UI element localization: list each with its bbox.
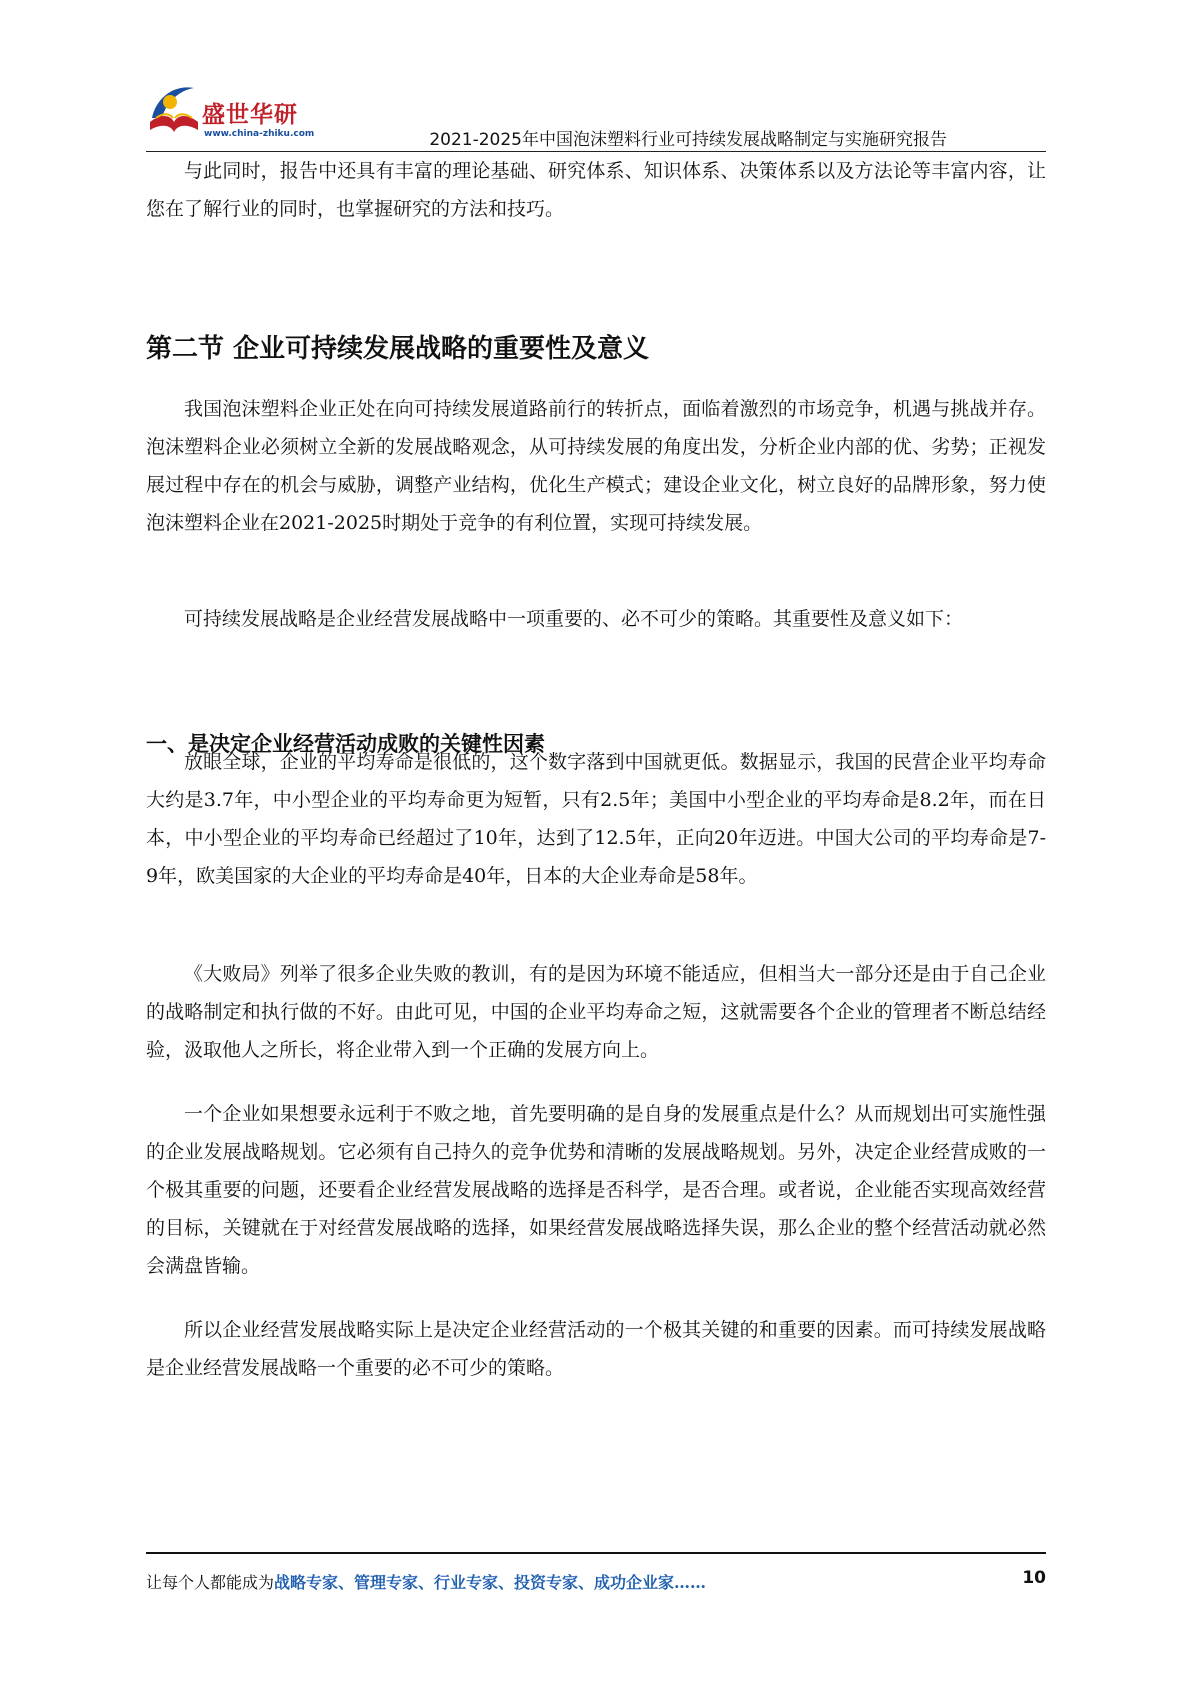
logo-url: www.china-zhiku.com xyxy=(204,129,315,139)
footer-slogan xyxy=(146,1570,706,1593)
subsection-heading: 一、是决定企业经营活动成败的关键性因素 xyxy=(146,732,545,756)
subsection-paragraph: 放眼全球，企业的平均寿命是很低的，这个数字落到中国就更低。数据显示，我国的民营企业平均寿命大约是3.7年，中小型企业的平均寿命更为短暂，只有2.5年；美国中小型企业的平均寿命是8.2年，而在日本，中小型企业的平均寿命已经超过了10年，达到了12.5年，正向20年迈进。中国大公司的平均寿命是7-9年，欧美国家的大企业的平均寿命是40年，日本的大企业寿命是58年。 xyxy=(146,751,1046,887)
report-title: 2021-2025年中国泡沫塑料行业可持续发展战略制定与实施研究报告 xyxy=(429,130,947,150)
intro-paragraph: 与此同时，报告中还具有丰富的理论基础、研究体系、知识体系、决策体系以及方法论等丰富内容，让您在了解行业的同时，也掌握研究的方法和技巧。 xyxy=(146,160,1046,220)
logo-name: 盛世华研 xyxy=(202,102,298,128)
company-logo xyxy=(146,78,315,146)
section-paragraph: 可持续发展战略是企业经营发展战略中一项重要的、必不可少的策略。其重要性及意义如下： xyxy=(184,608,964,630)
section-heading: 第二节 企业可持续发展战略的重要性及意义 xyxy=(146,334,650,364)
footer-divider xyxy=(146,1552,1046,1554)
book-emblem-icon xyxy=(146,78,202,138)
page-number: 10 xyxy=(1022,1568,1046,1588)
section-paragraph: 我国泡沫塑料企业正处在向可持续发展道路前行的转折点，面临着激烈的市场竞争，机遇与挑战并存。泡沫塑料企业必须树立全新的发展战略观念，从可持续发展的角度出发，分析企业内部的优、劣势；正视发展过程中存在的机会与威胁，调整产业结构，优化生产模式；建设企业文化，树立良好的品牌形象，努力使泡沫塑料企业在2021-2025时期处于竞争的有利位置，实现可持续发展。 xyxy=(146,398,1046,534)
subsection-paragraph: 《大败局》列举了很多企业失败的教训，有的是因为环境不能适应，但相当大一部分还是由于自己企业的战略制定和执行做的不好。由此可见，中国的企业平均寿命之短，这就需要各个企业的管理者不断总结经验，汲取他人之所长，将企业带入到一个正确的发展方向上。 xyxy=(146,963,1046,1061)
slogan-prefix: 让每个人都能成为 xyxy=(146,1573,275,1592)
slogan-roles: 战略专家、管理专家、行业专家、投资专家、成功企业家…… xyxy=(274,1573,707,1592)
subsection-paragraph: 所以企业经营发展战略实际上是决定企业经营活动的一个极其关键的和重要的因素。而可持续发展战略是企业经营发展战略一个重要的必不可少的策略。 xyxy=(146,1319,1046,1379)
subsection-paragraph: 一个企业如果想要永远利于不败之地，首先要明确的是自身的发展重点是什么？从而规划出可实施性强的企业发展战略规划。它必须有自己持久的竞争优势和清晰的发展战略规划。另外，决定企业经营成败的一个极其重要的问题，还要看企业经营发展战略的选择是否科学，是否合理。或者说，企业能否实现高效经营的目标，关键就在于对经营发展战略的选择，如果经营发展战略选择失误，那么企业的整个经营活动就必然会满盘皆输。 xyxy=(146,1103,1046,1277)
